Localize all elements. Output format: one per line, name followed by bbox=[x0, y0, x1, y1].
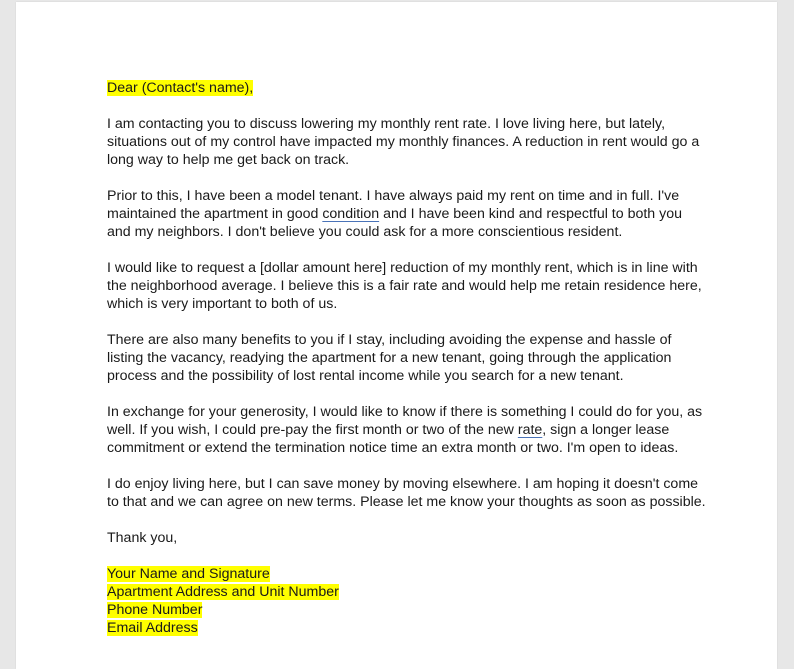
signature-block bbox=[107, 565, 707, 637]
spellcheck-flagged-word[interactable]: condition bbox=[322, 206, 380, 222]
paragraph-5-before: In exchange for your generosity, I would like to know if there is something I could do for you, as well. If you wish, I could pre-pay the first month or two of the new bbox=[107, 404, 703, 438]
signature-email-line bbox=[107, 619, 707, 637]
closing: Thank you, bbox=[107, 530, 178, 546]
paragraph-2-after: and I have been kind and respectful to both you and my neighbors. I don't believe you could ask for a more conscientious resident. bbox=[107, 206, 683, 240]
document-body[interactable] bbox=[107, 79, 707, 637]
paragraph-3: I would like to request a [dollar amount here] reduction of my monthly rent, which is in line with the neighborhood average. I believe this is a fair rate and would help me retain residence here, which is very important to both of us. bbox=[107, 260, 702, 312]
signature-email: Email Address bbox=[107, 620, 198, 636]
paragraph-5-after: , sign a longer lease commitment or extend the termination notice time an extra month or two. I'm open to ideas. bbox=[107, 422, 679, 456]
signature-address: Apartment Address and Unit Number bbox=[107, 584, 339, 600]
signature-name: Your Name and Signature bbox=[107, 566, 270, 582]
paragraph-2-before: Prior to this, I have been a model tenant. I have always paid my rent on time and in full. I've maintained the apartment in good bbox=[107, 188, 680, 222]
paragraph-5 bbox=[107, 403, 707, 457]
paragraph-2 bbox=[107, 187, 707, 241]
signature-name-line bbox=[107, 565, 707, 583]
signature-address-line bbox=[107, 583, 707, 601]
paragraph-4: There are also many benefits to you if I stay, including avoiding the expense and hassle of listing the vacancy, readying the apartment for a new tenant, going through the application process and the possibility of lost rental income while you search for a new tenant. bbox=[107, 332, 672, 384]
paragraph-6: I do enjoy living here, but I can save money by moving elsewhere. I am hoping it doesn't come to that and we can agree on new terms. Please let me know your thoughts as soon as possible. bbox=[107, 476, 706, 510]
spellcheck-flagged-word[interactable]: rate bbox=[517, 422, 543, 438]
salutation bbox=[107, 79, 707, 97]
paragraph-1: I am contacting you to discuss lowering my monthly rent rate. I love living here, but lately, situations out of my control have impacted my monthly finances. A reduction in rent would go a long way to help me get back on track. bbox=[107, 116, 700, 168]
salutation-text: Dear (Contact's name), bbox=[107, 80, 254, 96]
signature-phone: Phone Number bbox=[107, 602, 203, 618]
signature-phone-line bbox=[107, 601, 707, 619]
document-page bbox=[16, 2, 777, 669]
